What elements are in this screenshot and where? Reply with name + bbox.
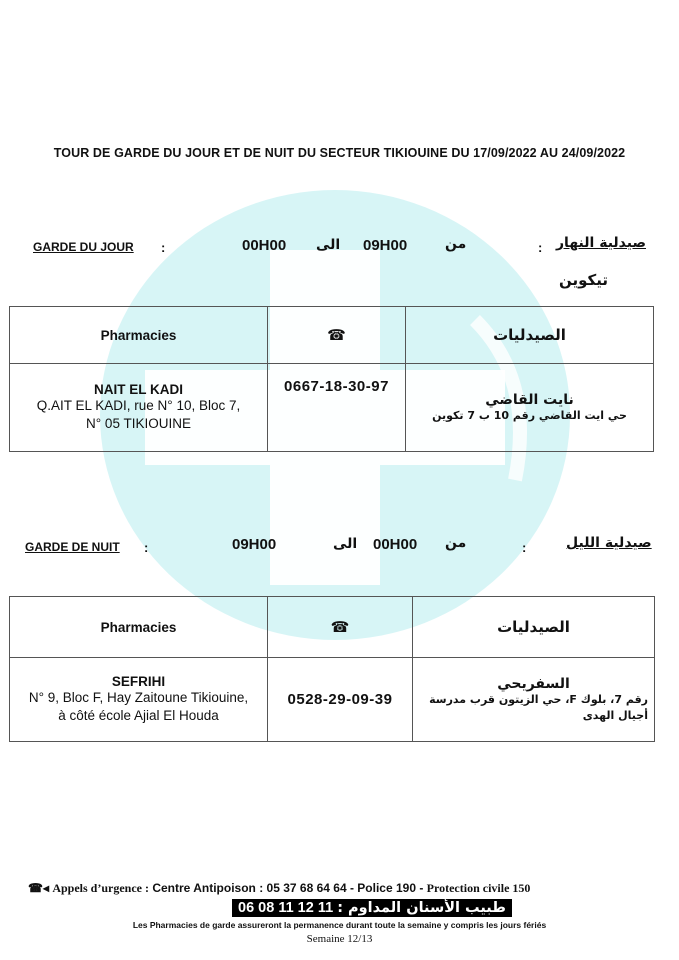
night-pharmacy-address-2: à côté école Ajial El Houda: [58, 708, 219, 723]
night-from-arabic: من: [445, 535, 467, 551]
day-pharmacy-phone: 0667-18-30-97: [268, 364, 406, 452]
night-guard-label: GARDE DE NUIT: [25, 540, 120, 554]
day-pharmacy-info: [10, 364, 268, 452]
header-pharmacies-ar-night: الصيدليات: [413, 597, 655, 658]
night-colon-ar: :: [522, 540, 527, 555]
header-phone: [268, 307, 406, 364]
night-label-arabic: صيدلية الليل: [566, 535, 652, 551]
emergency-phone-icon: ☎◂: [28, 881, 49, 895]
day-pharmacy-address-1: Q.AIT EL KADI, rue N° 10, Bloc 7,: [36, 398, 241, 413]
night-pharmacy-address-arabic: رقم 7، بلوك F، حي الزيتون قرب مدرسة أجيال الهدى: [429, 692, 648, 722]
day-time-start: 09H00: [363, 237, 408, 254]
dentist-phone: 06 08 11 12 11: [238, 900, 334, 916]
day-time-end: 00H00: [242, 237, 287, 254]
page-title: TOUR DE GARDE DU JOUR ET DE NUIT DU SECTEUR TIKIOUINE DU 17/09/2022 AU 24/09/2022: [53, 146, 626, 160]
night-pharmacy-name: SEFRIHI: [111, 674, 166, 689]
night-time-start: 00H00: [373, 536, 418, 553]
header-pharmacies-fr: Pharmacies: [10, 307, 268, 364]
night-to-arabic: الى: [333, 536, 358, 552]
day-pharmacy-arabic: [406, 364, 654, 452]
emergency-calls-line: [28, 881, 530, 896]
night-time-end: 09H00: [232, 536, 277, 553]
day-pharmacy-address-arabic: حي ايت القاضي رقم 10 ب 7 تكوين: [432, 408, 627, 422]
sector-arabic: تيكوين: [559, 271, 609, 289]
day-guard-label: GARDE DU JOUR: [33, 240, 134, 254]
night-pharmacy-info: [10, 658, 268, 742]
antipoison-info: Centre Antipoison : 05 37 68 64 64 - Police 190 -: [149, 881, 427, 895]
night-pharmacy-arabic: [413, 658, 655, 742]
header-pharmacies-fr-night: Pharmacies: [10, 597, 268, 658]
day-pharmacy-address-2: N° 05 TIKIOUINE: [86, 416, 191, 431]
week-number: Semaine 12/13: [306, 933, 373, 945]
dentist-on-duty-banner: [232, 899, 512, 917]
day-pharmacy-name: NAIT EL KADI: [93, 382, 183, 397]
day-to-arabic: الى: [316, 237, 341, 253]
day-from-arabic: من: [445, 236, 467, 252]
night-colon: :: [144, 540, 149, 555]
header-phone-night: [268, 597, 413, 658]
day-pharmacy-name-arabic: نايت القاضي: [485, 391, 574, 408]
night-pharmacy-phone: 0528-29-09-39: [268, 658, 413, 742]
dentist-label-arabic: طبيب الأسنان المداوم :: [337, 900, 506, 916]
day-colon-ar: :: [538, 240, 543, 255]
night-pharmacy-table: [9, 596, 655, 742]
telephone-icon: ☎: [327, 326, 346, 344]
emergency-label: Appels d’urgence :: [52, 881, 149, 895]
day-label-arabic: صيدلية النهار: [556, 235, 646, 251]
header-pharmacies-ar: الصيدليات: [406, 307, 654, 364]
night-pharmacy-address-1: N° 9, Bloc F, Hay Zaitoune Tikiouine,: [28, 690, 249, 705]
night-pharmacy-name-arabic: السفريحي: [497, 675, 570, 692]
telephone-icon: ☎: [330, 618, 350, 636]
civil-protection-info: Protection civile 150: [426, 881, 531, 895]
day-colon: :: [161, 240, 166, 255]
day-pharmacy-table: [9, 306, 654, 452]
permanence-note: Les Pharmacies de garde assureront la permanence durant toute la semaine y compris les jours fériés: [132, 920, 547, 930]
